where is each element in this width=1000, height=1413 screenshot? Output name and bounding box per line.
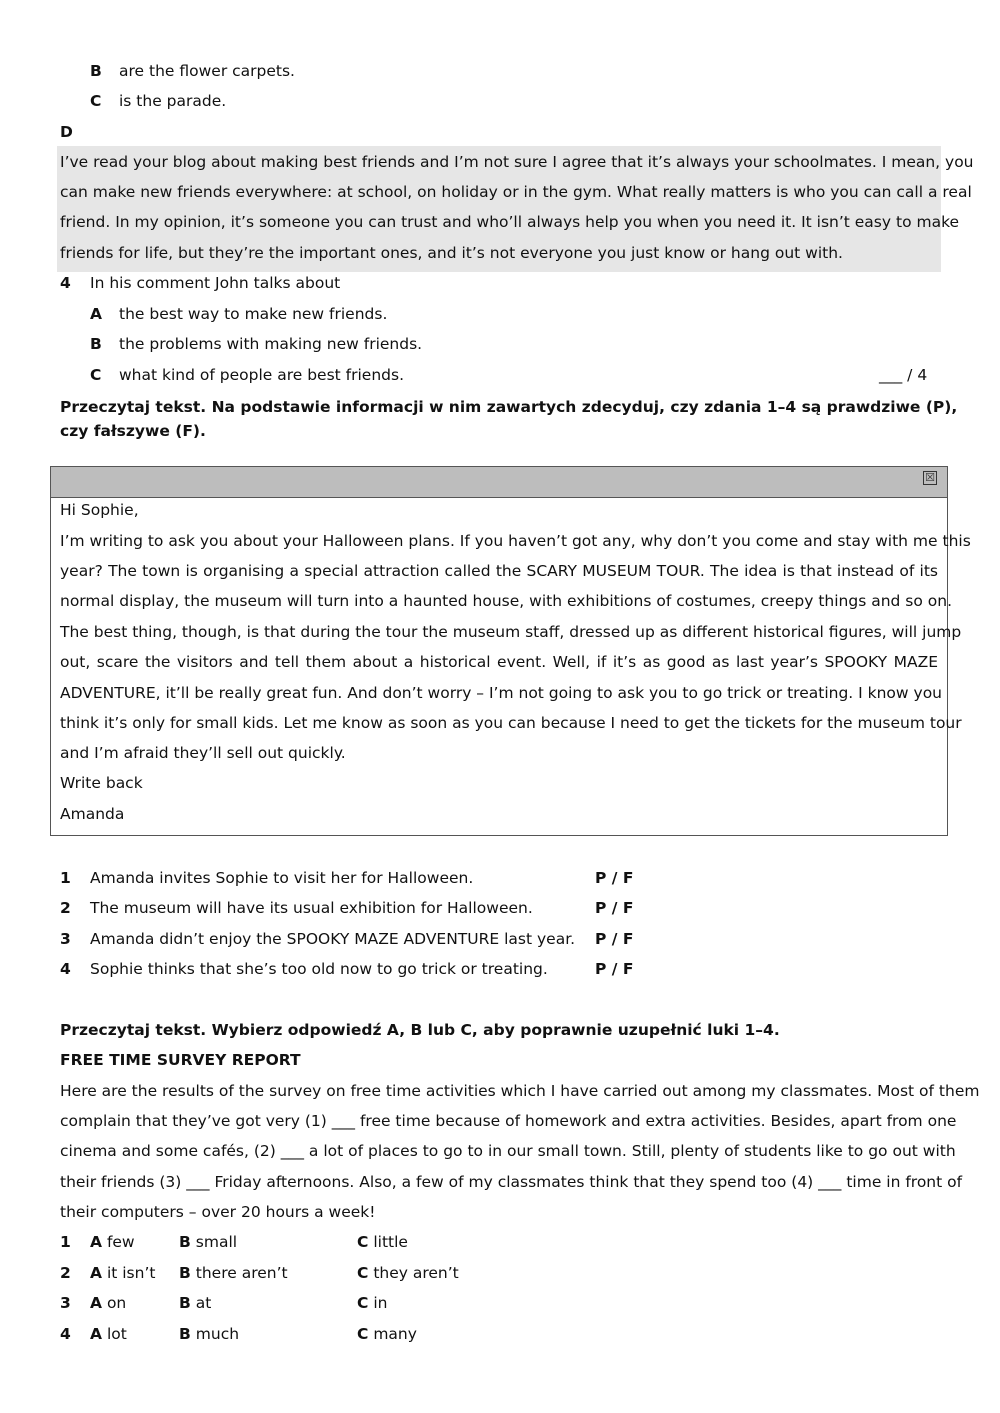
choice-a[interactable]: A on [90, 1294, 127, 1312]
statement-text: Amanda didn’t enjoy the SPOOKY MAZE ADVENTURE last year. [90, 930, 576, 948]
choice-b[interactable]: B much [179, 1325, 240, 1343]
statement-number: 1 [60, 869, 71, 887]
comment-line: I’ve read your blog about making best friends and I’m not sure I agree that it’s always your schoolmates. I mean, you [60, 153, 974, 171]
statement-text: Sophie thinks that she’s too old now to go trick or treating. [90, 960, 548, 978]
report-title: FREE TIME SURVEY REPORT [60, 1051, 301, 1069]
task3-instruction: Przeczytaj tekst. Wybierz odpowiedź A, B lub C, aby poprawnie uzupełnić luki 1–4. [60, 1021, 780, 1039]
option-text: the problems with making new friends. [119, 335, 423, 353]
email-title-bar [51, 467, 947, 498]
option-text: is the parade. [119, 92, 227, 110]
question-text: In his comment John talks about [90, 274, 341, 292]
option-text: are the flower carpets. [119, 62, 295, 80]
true-false-choice[interactable]: P / F [595, 960, 634, 978]
choice-b[interactable]: B at [179, 1294, 212, 1312]
choice-c[interactable]: C they aren’t [357, 1264, 459, 1282]
option-letter: B [90, 335, 102, 353]
close-icon[interactable]: ☒ [923, 471, 937, 485]
question-number: 4 [60, 274, 71, 292]
task2-instruction-cont: czy fałszywe (F). [60, 422, 206, 440]
option-letter: C [90, 366, 102, 384]
statement-number: 3 [60, 930, 71, 948]
option-text: the best way to make new friends. [119, 305, 388, 323]
choice-c[interactable]: C little [357, 1233, 408, 1251]
report-line: their computers – over 20 hours a week! [60, 1203, 376, 1221]
email-line: out, scare the visitors and tell them about a historical event. Well, if it’s as good as last year’s SPOOKY MAZE [60, 653, 938, 671]
email-line: The best thing, though, is that during the tour the museum staff, dressed up as different historical figures, will jump [60, 623, 962, 641]
comment-line: friends for life, but they’re the important ones, and it’s not everyone you just know or hang out with. [60, 244, 843, 262]
gap-number: 4 [60, 1325, 71, 1343]
report-line: complain that they’ve got very (1) ___ free time because of homework and extra activities. Besides, apart from one [60, 1112, 957, 1130]
email-greeting: Hi Sophie, [60, 501, 139, 519]
true-false-choice[interactable]: P / F [595, 899, 634, 917]
email-box [50, 466, 971, 836]
email-line: year? The town is organising a special attraction called the SCARY MUSEUM TOUR. The idea is that instead of its [60, 562, 938, 580]
email-line: normal display, the museum will turn into a haunted house, with exhibitions of costumes, creepy things and so on. [60, 592, 953, 610]
email-closing: Write back [60, 774, 143, 792]
comment-line: can make new friends everywhere: at school, on holiday or in the gym. What really matters is who you can call a real [60, 183, 972, 201]
statement-text: The museum will have its usual exhibition for Halloween. [90, 899, 533, 917]
comment-line: friend. In my opinion, it’s someone you can trust and who’ll always help you when you need it. It isn’t easy to make [60, 213, 960, 231]
choice-b[interactable]: B small [179, 1233, 238, 1251]
gap-number: 1 [60, 1233, 71, 1251]
choice-c[interactable]: C in [357, 1294, 388, 1312]
statement-number: 2 [60, 899, 71, 917]
report-line: cinema and some cafés, (2) ___ a lot of places to go to in our small town. Still, plenty of students like to go out with [60, 1142, 956, 1160]
choice-a[interactable]: A it isn’t [90, 1264, 156, 1282]
choice-b[interactable]: B there aren’t [179, 1264, 288, 1282]
choice-a[interactable]: A few [90, 1233, 135, 1251]
option-letter: A [90, 305, 102, 323]
task2-instruction: Przeczytaj tekst. Na podstawie informacji w nim zawartych zdecyduj, czy zdania 1–4 są prawdziwe (P), [60, 398, 958, 416]
statement-text: Amanda invites Sophie to visit her for Halloween. [90, 869, 474, 887]
section-d-label: D [60, 123, 73, 141]
score-field: ___ / 4 [879, 366, 928, 384]
statement-number: 4 [60, 960, 71, 978]
option-letter: C [90, 92, 102, 110]
choice-a[interactable]: A lot [90, 1325, 127, 1343]
option-letter: B [90, 62, 102, 80]
email-line: and I’m afraid they’ll sell out quickly. [60, 744, 346, 762]
true-false-choice[interactable]: P / F [595, 869, 634, 887]
email-line: ADVENTURE, it’ll be really great fun. And don’t worry – I’m not going to ask you to go trick or treating. I know you [60, 684, 943, 702]
report-line: Here are the results of the survey on free time activities which I have carried out among my classmates. Most of them [60, 1082, 980, 1100]
true-false-choice[interactable]: P / F [595, 930, 634, 948]
gap-number: 2 [60, 1264, 71, 1282]
report-line: their friends (3) ___ Friday afternoons. Also, a few of my classmates think that they spend too (4) ___ time in front of [60, 1173, 963, 1191]
email-line: think it’s only for small kids. Let me know as soon as you can because I need to get the tickets for the museum tour [60, 714, 962, 732]
email-line: I’m writing to ask you about your Halloween plans. If you haven’t got any, why don’t you come and stay with me this [60, 532, 971, 550]
email-signature: Amanda [60, 805, 125, 823]
gap-number: 3 [60, 1294, 71, 1312]
option-text: what kind of people are best friends. [119, 366, 404, 384]
choice-c[interactable]: C many [357, 1325, 417, 1343]
